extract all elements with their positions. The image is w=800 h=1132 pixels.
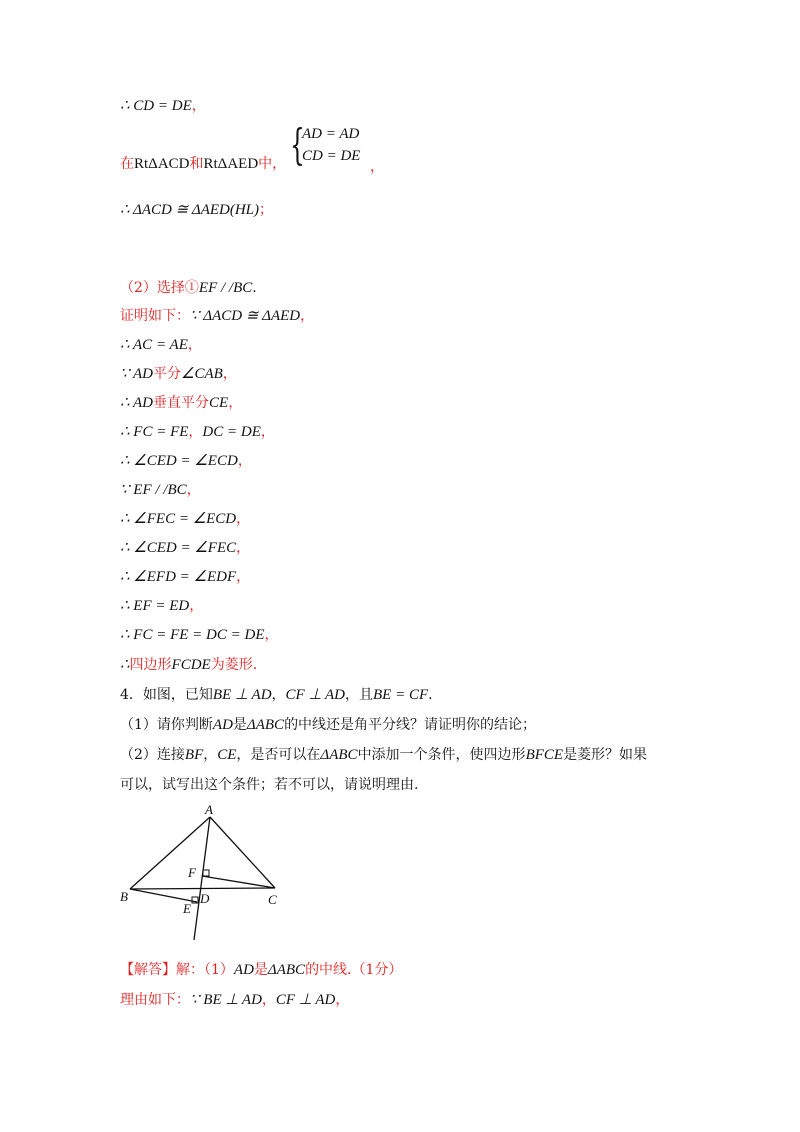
label-b: B [120,889,128,904]
math: ∴ AD [120,395,154,411]
math: ∴ ∠FEC = ∠ECD [120,511,237,527]
problem-4-part2-cont [120,775,418,795]
proof-line-9 [120,422,275,442]
text: . [428,687,433,703]
punct: ， [237,453,252,469]
proof-line-2 [120,154,286,174]
math: CF ⊥ AD [275,992,336,1008]
proof-line-3 [120,200,273,220]
math: EF / /BC [198,280,253,296]
label-c: C [268,892,277,907]
punct: ， [187,337,202,353]
math: ∴ ΔACD ≅ ΔAED(HL) [120,202,260,218]
text: 四边形 [129,657,172,673]
text: ， [203,747,218,763]
math: ∴ [120,657,130,673]
proof-line-15 [120,596,203,616]
proof-line-7 [120,364,237,384]
math: ∵ BE ⊥ AD [190,992,262,1008]
math: ∠CAB [181,366,223,382]
proof-line-14 [120,567,250,587]
text: 4．如图，已知 [120,687,213,703]
problem-4-statement [120,685,433,705]
text: 和 [189,156,204,172]
math: ∴ FC = FE [120,424,189,440]
punct: ， [300,308,315,324]
text: 的中线还是角平分线？请证明你的结论； [284,717,537,733]
rt-triangle-1: RtΔACD [134,156,190,172]
text: （2）连接 [120,747,185,763]
math: CF ⊥ AD [285,687,346,703]
problem-4-part1 [120,715,536,735]
text: （2）选择① [120,280,199,296]
punct: ， [188,424,203,440]
equation-2: CD = DE [302,148,361,164]
proof-conclusion [120,655,257,675]
math: ∵ AD [120,366,154,382]
math: BE ⊥ AD [212,687,272,703]
punct: ， [236,540,251,556]
segment-bc [130,888,275,889]
proof-line-5 [120,306,314,326]
solution-line-2 [120,990,349,1010]
math: ∵ ΔACD ≅ ΔAED [190,308,301,324]
proof-line-8 [120,393,242,413]
text: 是 [253,962,268,978]
text: （1）请你判断 [120,717,213,733]
math: ∴ ∠CED = ∠ECD [120,453,238,469]
right-angle-mark-f [203,870,209,876]
punct: ， [236,511,251,527]
text: 为菱形. [210,657,258,673]
line-ad [194,817,210,940]
label-f: F [188,865,196,880]
math: BFCE [525,747,564,763]
label-d: D [200,891,210,906]
text: 理由如下： [120,992,190,1008]
text: ， [271,687,286,703]
math: ∴ ∠EFD = ∠EDF [120,569,237,585]
label-e: E [183,901,191,916]
punct: ， [186,482,201,498]
proof-line-11 [120,480,201,500]
math: ΔABC [267,962,306,978]
text: 平分 [153,366,182,382]
text: 的中线.（1分） [305,962,403,978]
math: CE [209,395,229,411]
math: ∴ FC = FE = DC = DE [120,627,265,643]
text: 中， [258,156,287,172]
brace-icon: { [290,120,305,169]
math: ∴ EF = ED [120,598,190,614]
math: DC = DE [202,424,261,440]
text: 垂直平分 [153,395,210,411]
text: 是菱形？如果 [563,747,648,763]
punct: ， [260,424,275,440]
text: 中添加一个条件，使四边形 [357,747,526,763]
part2-heading [120,278,257,298]
punct: ， [222,366,237,382]
text: ，且 [345,687,374,703]
math: ∴ ∠CED = ∠FEC [120,540,237,556]
math: ∴ AC = AE [120,337,188,353]
math: CE [217,747,237,763]
proof-line-13 [120,538,250,558]
text: 证明如下： [120,308,190,324]
problem-4-part2 [120,745,647,765]
text: ，是否可以在 [236,747,321,763]
solution-heading [120,960,402,980]
text: 可以，试写出这个条件；若不可以，请说明理由. [120,777,419,793]
punct: ， [335,992,350,1008]
math: AD [233,962,254,978]
punct: ， [228,395,243,411]
geometry-figure [118,800,293,945]
segment-cf [202,876,275,888]
punct: ， [191,98,206,114]
label-a: A [205,802,213,817]
math: ΔABC [246,717,285,733]
math: AD [212,717,233,733]
proof-line-6 [120,335,202,355]
punct: ， [189,598,204,614]
segment-ab [130,817,210,889]
text: 【解答】解：（1） [120,962,234,978]
proof-line-1 [120,96,206,116]
punct: ， [370,159,384,175]
text: 是 [232,717,247,733]
punct: . [252,280,257,296]
rt-triangle-2: RtΔAED [203,156,259,172]
text: 在 [120,156,134,172]
math: ΔABC [320,747,358,763]
punct: ， [264,627,279,643]
punct: ， [236,569,251,585]
proof-line-12 [120,509,250,529]
punct: ； [259,202,274,218]
proof-line-16 [120,625,279,645]
segment-ac [210,817,275,888]
math: ∵ EF / /BC [120,482,187,498]
math: BE = CF [373,687,429,703]
punct: ， [261,992,276,1008]
math: ∴ CD = DE [120,98,192,114]
proof-line-10 [120,451,252,471]
equation-1: AD = AD [302,126,360,142]
math: BF [184,747,204,763]
math: FCDE [171,657,211,673]
